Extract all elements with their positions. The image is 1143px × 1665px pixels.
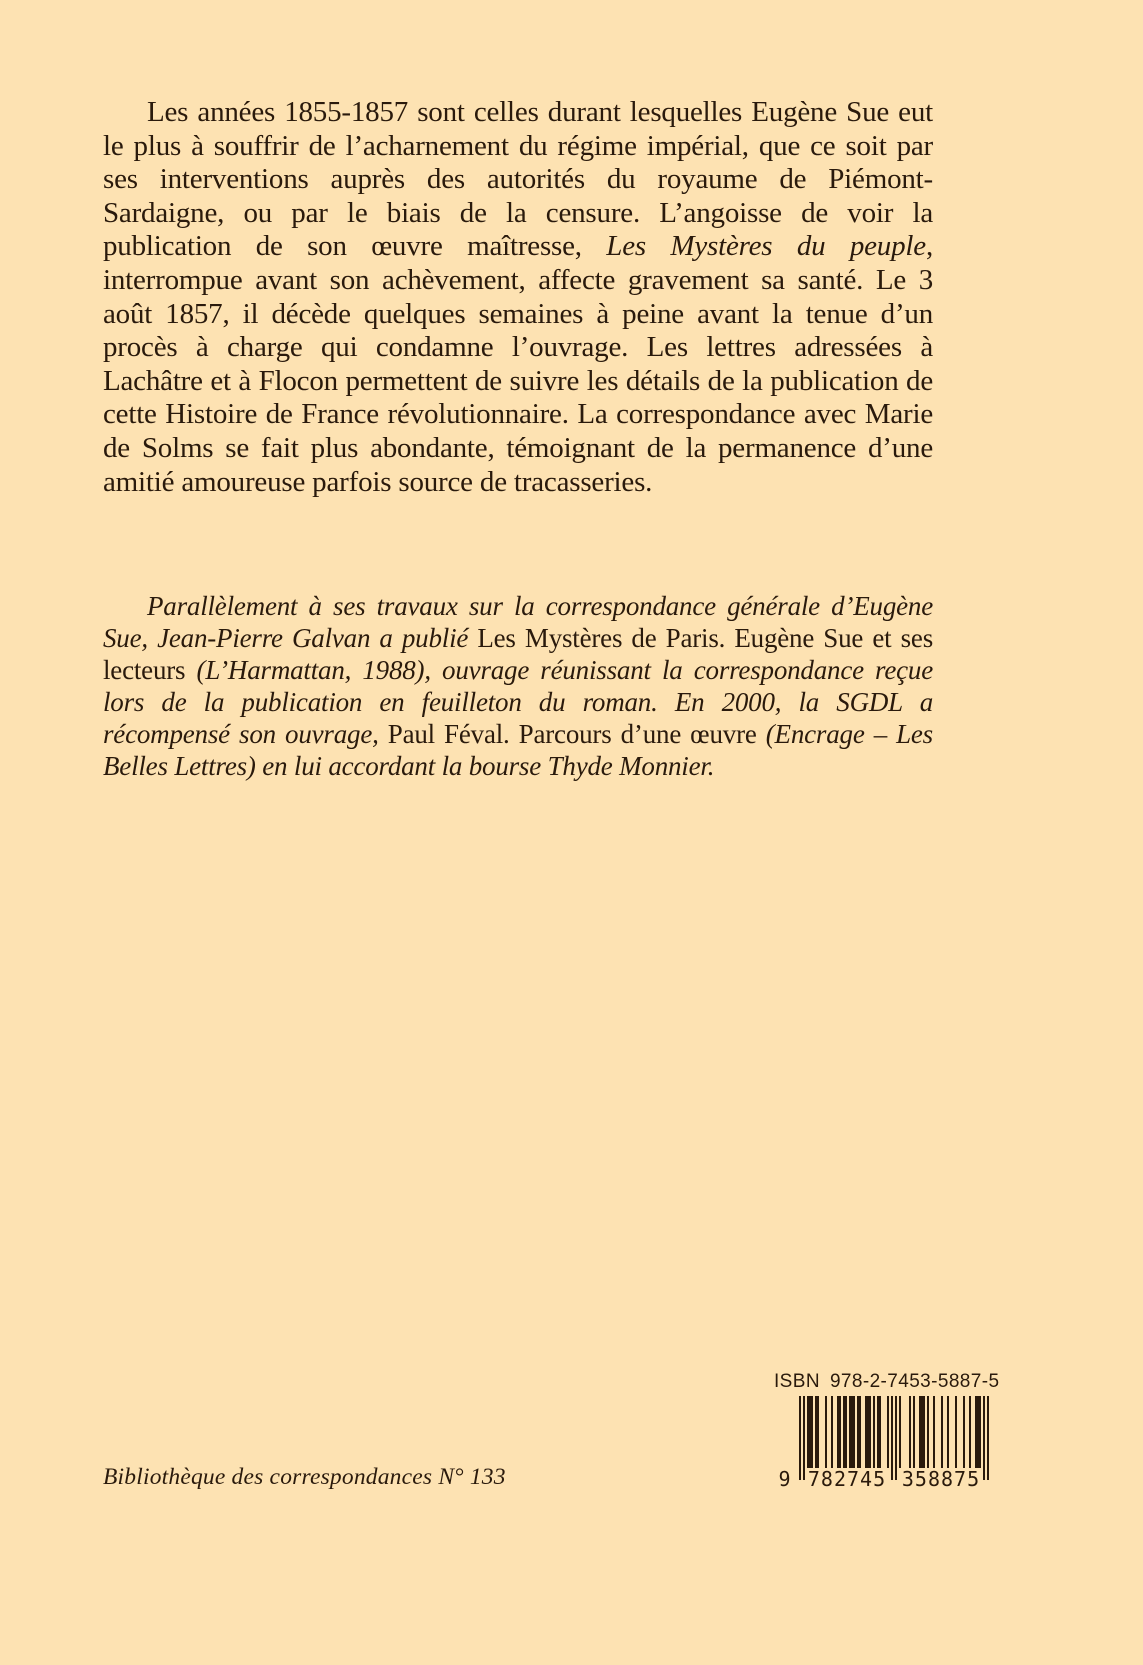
ean13-barcode (775, 1394, 989, 1488)
barcode-digits-right: 358875 (901, 1467, 981, 1488)
barcode-bar (873, 1396, 875, 1468)
barcode-bar (955, 1396, 957, 1468)
barcode-digits-left: 782745 (807, 1467, 887, 1488)
text-segment-roman: Paul Féval. Parcours d’une œuvre (387, 719, 766, 749)
barcode-digit-lead: 9 (778, 1467, 792, 1488)
text-segment-italic: Les Mystères du peuple (606, 230, 926, 263)
barcode-bar (803, 1396, 805, 1480)
isbn-text (774, 1371, 1000, 1392)
barcode-bar (933, 1396, 935, 1468)
barcode-bar (831, 1396, 833, 1468)
barcode-bar (825, 1396, 827, 1468)
isbn-label: ISBN (774, 1371, 820, 1392)
text-segment-roman: , interrompue avant son achèvement, affecte gravement sa santé. Le 3 août 1857, il décède quelques semaines à peine avant la tenue d’un procès à charge qui condamne l’ouvrage. Les lettres adressées à Lachâtre et à Flocon permettent de suivre les détails de la publication de cette Histoire de France révolutionnaire. La correspondance avec Marie de Solms se fait plus abondante, témoignant de la permanence d’une amitié amoureuse parfois source de tracasseries. (103, 230, 934, 498)
barcode-bar (927, 1396, 929, 1468)
barcode-bar (987, 1396, 989, 1480)
barcode-bar (941, 1396, 943, 1468)
text-segment-italic: (Encrage – Les Belles Lettres) en lui accordant la bourse Thyde Monnier. (103, 719, 933, 781)
barcode-bar (891, 1396, 893, 1480)
paragraph-author-note (103, 590, 933, 782)
barcode-bar (975, 1396, 981, 1468)
paragraph-synopsis (103, 96, 933, 499)
barcode-bar (895, 1396, 897, 1480)
barcode-bar (983, 1396, 985, 1480)
barcode-bar (857, 1396, 861, 1468)
barcode-bar (909, 1396, 911, 1468)
barcode-bar (843, 1396, 847, 1468)
barcode-bar (807, 1396, 813, 1468)
barcode-bar (969, 1396, 971, 1468)
barcode-bar (799, 1396, 801, 1480)
barcode-bar (899, 1396, 901, 1468)
isbn-block (774, 1371, 1000, 1488)
barcode-bar (849, 1396, 855, 1468)
barcode-bar (877, 1396, 881, 1468)
text-segment-roman: Les années 1855-1857 sont celles durant lesquelles Eugène Sue eut le plus à souffrir de l’acharnement du régime impérial, que ce soit par ses interventions auprès des autorités du royaume de Piémont-Sardaigne, ou par le biais de la censure. L’angoisse de voir la publication de son œuvre maîtresse, (103, 96, 933, 263)
barcode-bar (865, 1396, 871, 1468)
barcode-bar (947, 1396, 949, 1468)
isbn-number: 978-2-7453-5887-5 (829, 1371, 1000, 1392)
text-segment-roman: Les Mystères de Paris. Eugène Sue et ses lecteurs (103, 623, 933, 685)
barcode-bar (963, 1396, 965, 1468)
barcode-bar (887, 1396, 889, 1468)
collection-footer: Bibliothèque des correspondances N° 133 (103, 1464, 506, 1490)
barcode-bar (815, 1396, 819, 1468)
barcode-bar (837, 1396, 841, 1468)
text-segment-italic: (L’Harmattan, 1988), ouvrage réunissant la correspondance reçue lors de la publication en feuilleton du roman. En 2000, la SGDL a récompensé son ouvrage, (103, 655, 934, 749)
barcode-bar (919, 1396, 925, 1468)
text-segment-italic: Parallèlement à ses travaux sur la correspondance générale d’Eugène Sue, Jean-Pierre Galvan a publié (103, 591, 933, 653)
barcode-bar (913, 1396, 915, 1468)
